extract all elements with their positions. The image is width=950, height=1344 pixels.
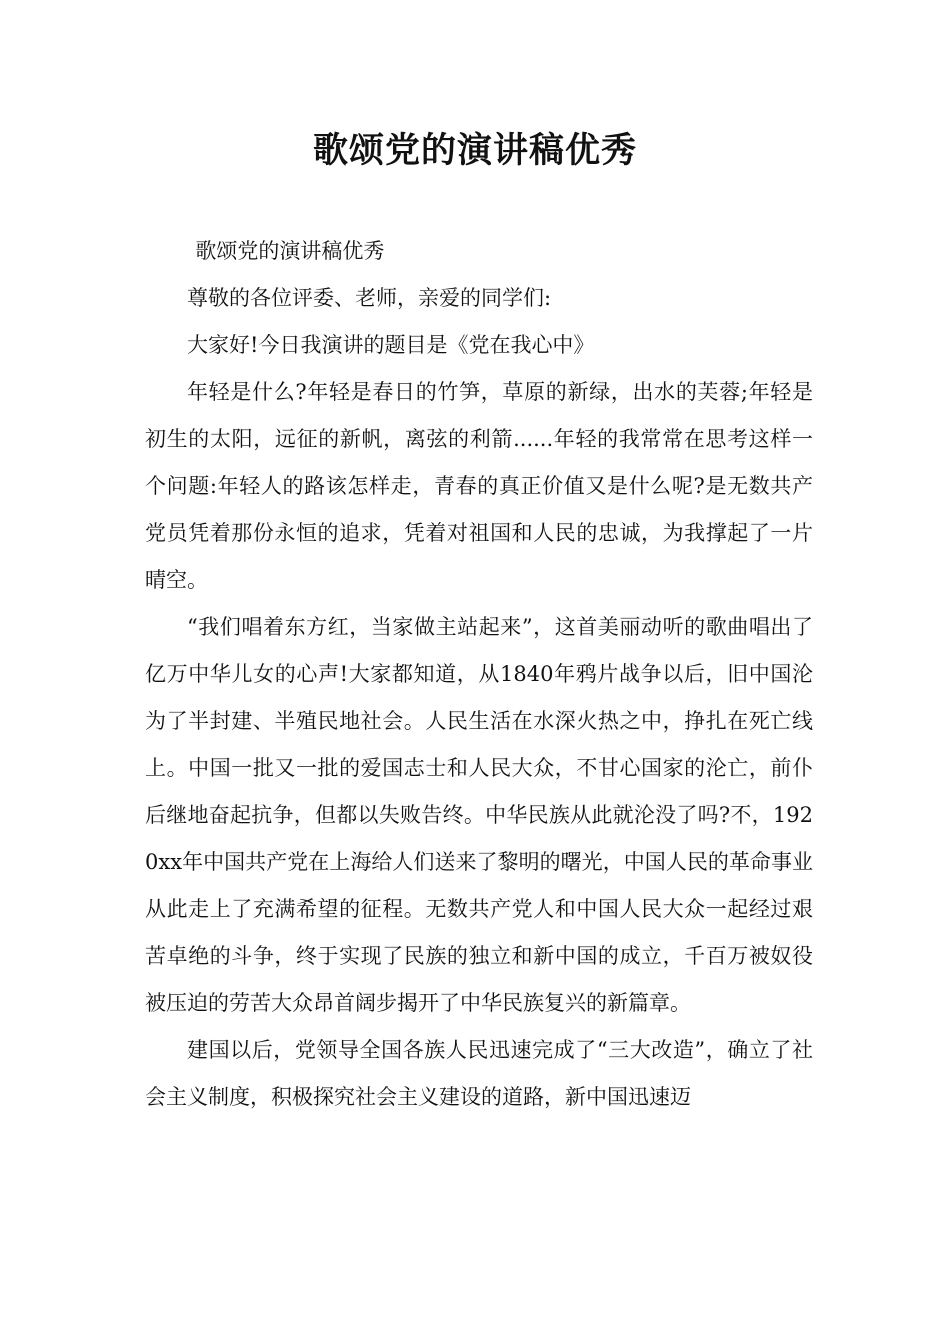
body-paragraph: 建国以后，党领导全国各族人民迅速完成了“三大改造”，确立了社会主义制度，积极探究社会主义建设的道路，新中国迅速迈: [145, 1038, 813, 1109]
subtitle-paragraph: 歌颂党的演讲稿优秀: [195, 239, 385, 263]
greeting-paragraph: 大家好!今日我演讲的题目是《党在我心中》: [187, 333, 595, 357]
body-paragraph: 年轻是什么?年轻是春日的竹笋，草原的新绿，出水的芙蓉;年轻是初生的太阳，远征的新帆，离弦的利箭......年轻的我常常在思考这样一个问题:年轻人的路该怎样走，青春的真正价值又是什么呢?是无数共产党员凭着那份永恒的追求，凭着对祖国和人民的忠诚，为我撑起了一片晴空。: [145, 380, 813, 592]
document-title: 歌颂党的演讲稿优秀: [312, 130, 637, 171]
document-body: [145, 228, 813, 1121]
body-paragraph: “我们唱着东方红，当家做主站起来”，这首美丽动听的歌曲唱出了亿万中华儿女的心声!大家都知道，从1840年鸦片战争以后，旧中国沦为了半封建、半殖民地社会。人民生活在水深火热之中，挣扎在死亡线上。中国一批又一批的爱国志士和人民大众，不甘心国家的沦亡，前仆后继地奋起抗争，但都以失败告终。中华民族从此就沦没了吗?不，1920xx年中国共产党在上海给人们送来了黎明的曙光，中国人民的革命事业从此走上了充满希望的征程。无数共产党人和中国人民大众一起经过艰苦卓绝的斗争，终于实现了民族的独立和新中国的成立，千百万被奴役被压迫的劳苦大众昂首阔步揭开了中华民族复兴的新篇章。: [145, 615, 813, 1015]
salutation-paragraph: 尊敬的各位评委、老师，亲爱的同学们:: [187, 286, 552, 310]
